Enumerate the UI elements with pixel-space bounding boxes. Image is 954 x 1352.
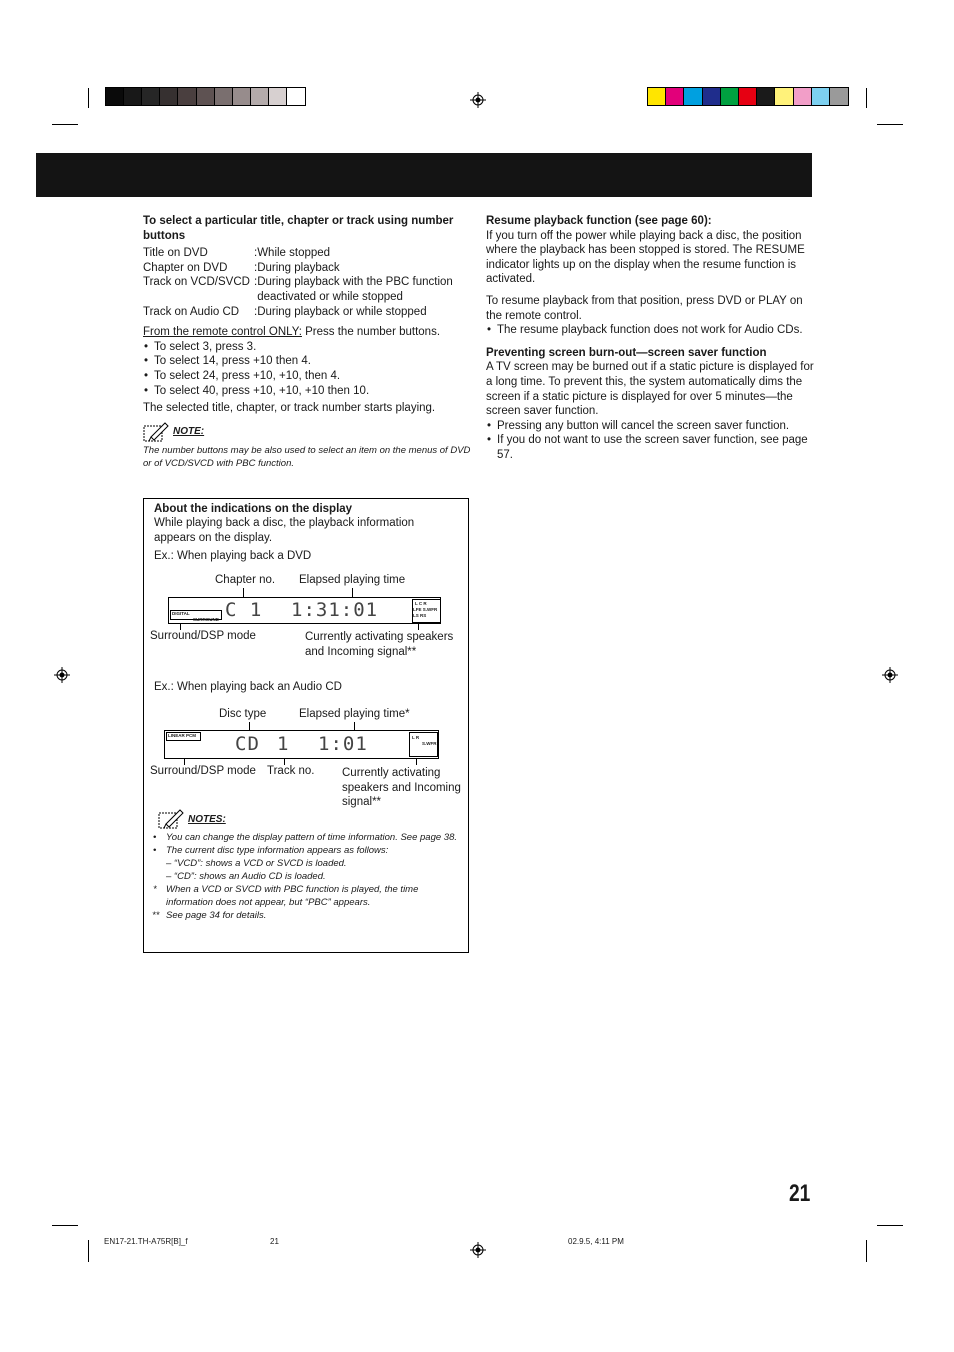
list-item: • You can change the display pattern of time information. See page 38. [153,832,457,843]
list-item: • To select 40, press +10, +10, +10 then 10. [143,384,473,399]
calibration-swatch [215,88,233,105]
box-intro: While playing back a disc, the playback information appears on the display. [154,517,415,544]
list-item: – “VCD”: shows a VCD or SVCD is loaded. [166,858,347,869]
table-row: Chapter on DVD :During playback [143,261,340,274]
box-heading: About the indications on the display [154,503,353,515]
resume-section [486,214,816,463]
chapter-segment: C 1 [225,599,263,621]
note-pencil-icon [143,422,169,442]
calibration-swatch [648,88,666,105]
section-header-bar [36,153,812,197]
crop-mark [866,88,867,108]
table-row: Title on DVD :While stopped [143,247,331,260]
footer-file: EN17-21.TH-A75R[B]_f [104,1237,188,1246]
chapter-label: Chapter no. [215,574,276,586]
footer-page: 21 [270,1237,279,1246]
selection-table [143,246,473,319]
calibration-swatch [197,88,215,105]
mode-text: LINEAR PCM [168,733,196,738]
calibration-swatch [160,88,178,105]
page-number: 21 [789,1180,811,1207]
saver-list [486,419,816,463]
calibration-swatch [684,88,702,105]
crop-mark [88,88,89,108]
remote-instruction: From the remote control ONLY: Press the number buttons. [143,326,441,339]
list-item: • The resume playback function does not work for Audio CDs. [486,323,816,338]
elapsed-label: Elapsed playing time* [299,708,410,720]
leader-line [418,623,419,630]
track-segment: 1 [277,733,290,755]
time-segment: 1:31:01 [291,599,379,621]
number-buttons-section [143,214,473,470]
paragraph: A TV screen may be burned out if a static picture is displayed for a long time. To prevent this, the system automatically dims the screen if a static picture is displayed for over 5 minutes—the screen saver function. [486,361,814,418]
list-item: * When a VCD or SVCD with PBC function is played, the time information does not appear, but “PBC” appears. [153,884,419,908]
notes-heading: NOTES: [158,809,226,829]
dvd-example-title: Ex.: When playing back a DVD [154,550,312,562]
table-row: deactivated or while stopped [254,290,403,303]
leader-line [416,758,417,765]
list-item: • To select 24, press +10, +10, then 4. [143,369,473,384]
surround-label: Surround/DSP mode [150,630,256,642]
crop-mark [52,124,78,125]
speakers-label: Currently activating speakers and Incoming signal** [342,767,461,809]
paragraph: If you turn off the power while playing back a disc, the position where the playback has been stopped is stored. The RESUME indicator lights up on the display when the resume function is activated. [486,229,805,286]
crop-mark [866,1240,867,1262]
crop-mark [877,1225,903,1226]
registration-crosshair-icon [882,667,898,683]
section-heading: To select a particular title, chapter or track using number buttons [143,215,454,242]
registration-crosshair-icon [54,667,70,683]
calibration-swatch [124,88,142,105]
crop-mark [88,1240,89,1262]
surround-label: Surround/DSP mode [150,765,256,777]
crop-mark [877,124,903,125]
calibration-swatch [251,88,269,105]
section-heading: Resume playback function (see page 60): [486,215,712,227]
section-heading: Preventing screen burn-out—screen saver function [486,346,767,359]
list-item: • The current disc type information appears as follows: [153,845,389,856]
leader-line [243,588,244,597]
speaker-mid-text: LFE S.WFR [413,607,438,612]
calibration-swatch [757,88,775,105]
time-segment: 1:01 [318,733,368,755]
cd-lcd-display [164,730,439,759]
speakers-label: Currently activating speakers and Incoming signal** [305,631,454,658]
paragraph: To resume playback from that position, press DVD or PLAY on the remote control. [486,294,803,322]
display-indications-box [143,498,469,953]
registration-crosshair-icon [470,92,486,108]
calibration-swatch [142,88,160,105]
leader-line [352,588,353,597]
note-text: The number buttons may be also used to select an item on the menus of DVD or of VCD/SVCD with PBC function. [143,444,471,469]
disc-segment: CD [235,733,260,755]
table-row: Track on Audio CD :During playback or while stopped [143,305,427,318]
calibration-swatch [269,88,287,105]
mode-top-text: DIGITAL [172,611,190,616]
speaker-mid-text: S.WFR [422,741,437,746]
calibration-swatch [794,88,812,105]
calibration-swatch [775,88,793,105]
footer-date: 02.9.5, 4:11 PM [568,1237,624,1246]
notes-list [153,831,458,922]
calibration-swatch [739,88,757,105]
calibration-swatch [106,88,124,105]
note-pencil-icon [158,809,184,829]
note-heading: NOTE: [143,422,473,442]
calibration-swatch [666,88,684,105]
speaker-top-text: L C R [415,601,427,606]
crop-mark [52,1225,78,1226]
calibration-swatch [703,88,721,105]
registration-crosshair-icon [470,1242,486,1258]
calibration-swatch [721,88,739,105]
disc-type-label: Disc type [219,708,267,720]
leader-line [354,722,355,730]
calibration-swatch [287,88,305,105]
list-item: • To select 14, press +10 then 4. [143,354,473,369]
cd-example-title: Ex.: When playing back an Audio CD [154,681,342,693]
list-item: • Pressing any button will cancel the screen saver function. [486,419,816,434]
calibration-swatch [812,88,830,105]
elapsed-label: Elapsed playing time [299,574,406,586]
calibration-swatch [830,88,848,105]
dvd-lcd-display [168,597,441,624]
speaker-top-text: L R [412,735,420,740]
list-item: – “CD”: shows an Audio CD is loaded. [166,871,326,882]
mode-bottom-text: SURROUND [193,617,220,622]
example-list [143,340,473,398]
calibration-swatch [233,88,251,105]
result-text: The selected title, chapter, or track number starts playing. [143,402,436,415]
calibration-swatch [178,88,196,105]
track-label: Track no. [267,765,315,777]
list-item: • If you do not want to use the screen saver function, see page 57. [486,433,816,462]
list-item: • To select 3, press 3. [143,340,473,355]
leader-line [249,722,250,730]
list-item: ** See page 34 for details. [152,910,267,921]
table-row: Track on VCD/SVCD :During playback with the PBC function [143,276,453,289]
resume-list [486,323,816,338]
speaker-bottom-text: LS RS [413,613,427,618]
